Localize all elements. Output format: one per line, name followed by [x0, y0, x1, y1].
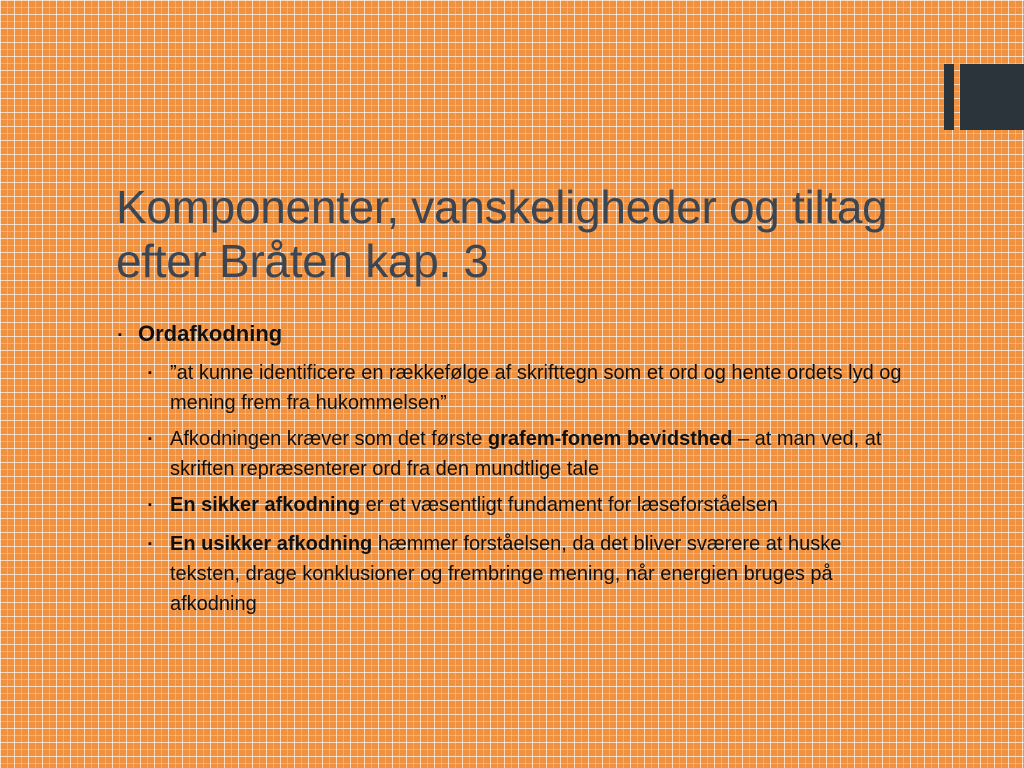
item-bold-term: grafem-fonem bevidsthed	[487, 428, 733, 450]
sub-bullet-item	[148, 490, 918, 523]
item-bold-lead: En sikker afkodning	[170, 494, 361, 516]
item-text-part: ”at kunne identificere en rækkefølge af skrifttegn som et ord og hente ordets lyd og mening frem fra hukommelsen”	[170, 362, 902, 414]
bullet-square-icon: ▪	[118, 329, 122, 341]
bullet-heading	[118, 318, 918, 354]
bullet-square-icon: ▪	[148, 499, 152, 511]
sub-bullet-item	[148, 424, 918, 484]
sub-bullet-list	[148, 358, 918, 619]
bullet-square-icon: ▪	[148, 367, 152, 379]
corner-accent-mark	[944, 64, 1024, 130]
item-text	[170, 358, 910, 418]
item-text-tail: – at man ved, at skriften repræsenterer ord fra den mundtlige tale	[170, 428, 882, 480]
slide-body	[118, 318, 918, 625]
sub-bullet-item	[148, 529, 918, 619]
bullet-square-icon: ▪	[148, 433, 152, 445]
item-text	[170, 529, 910, 619]
item-text-part: Afkodningen kræver som det første	[170, 428, 488, 450]
heading-text: Ordafkodning	[138, 321, 283, 346]
item-bold-lead: En usikker afkodning	[170, 533, 373, 555]
item-text-part: er et væsentligt fundament for læseforståelsen	[360, 494, 779, 516]
accent-bar-thin	[944, 64, 954, 130]
item-text	[170, 424, 910, 484]
bullet-square-icon: ▪	[148, 538, 152, 550]
sub-bullet-item	[148, 358, 918, 418]
item-text	[170, 490, 910, 520]
accent-bar-wide	[960, 64, 1024, 130]
slide-title: Komponenter, vanskeligheder og tiltag efter Bråten kap. 3	[116, 181, 888, 287]
item-text-part: hæmmer forståelsen, da det bliver sværere at huske teksten, drage konklusioner og frembringe mening, når energien bruges på afkodning	[170, 533, 842, 615]
